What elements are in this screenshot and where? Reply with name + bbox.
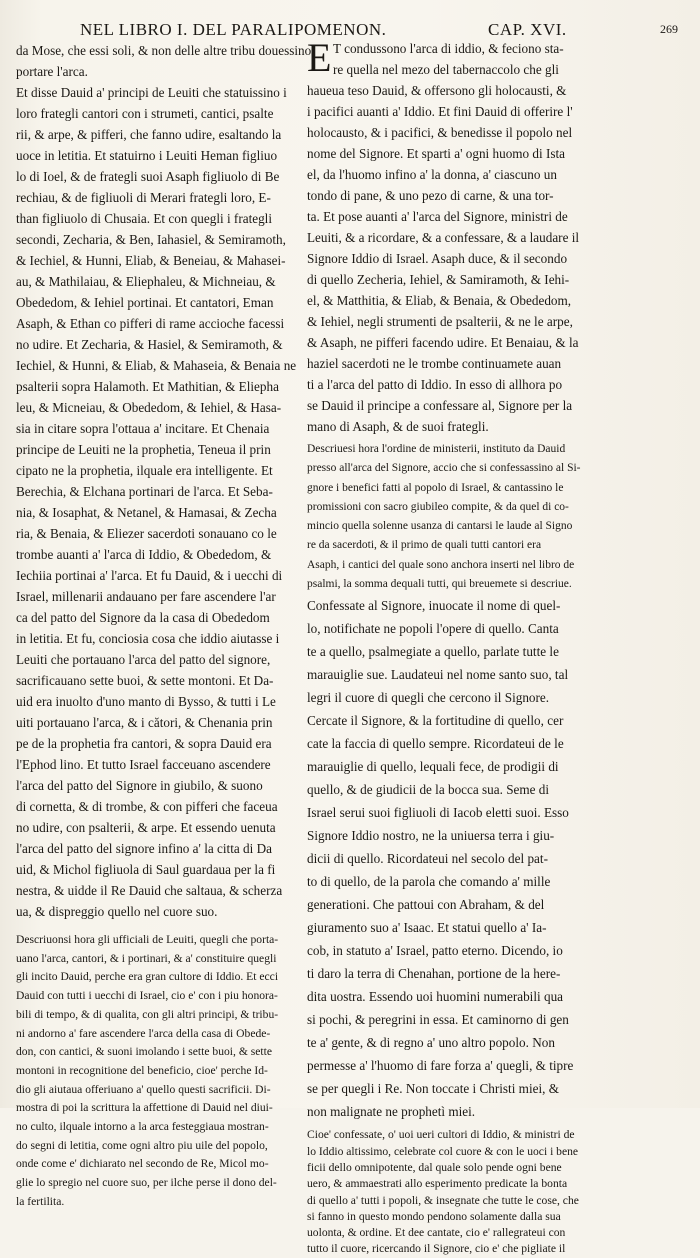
right-text-line: haueua teso Dauid, & offersono gli holocausti, & [307, 83, 567, 98]
left-text-line: lo di Ioel, & de frategli suoi Asaph figliuolo di Be [16, 169, 280, 184]
psalm-line: to di quello, de la parola che comando a' mille [307, 874, 551, 890]
right-text-line: i pacifici auanti a' Iddio. Et fini Dauid di offerire l' [307, 104, 573, 119]
right-text-line: el, da l'huomo infino a' la donna, a' ciascuno un [307, 167, 557, 182]
right-text-line: Signore Iddio di Israel. Asaph duce, & il secondo [307, 251, 568, 266]
right-note-2-line: si fanno in questo mondo pendono solamente dalla sua [307, 1209, 561, 1223]
left-commentary [16, 931, 304, 1212]
left-text-line: pe de la prophetia fra cantori, & sopra Dauid era [16, 736, 272, 751]
left-text-line: uid, & Michol figliuola di Saul guardaua per la fi [16, 862, 276, 877]
left-note-line: do segni di letitia, come ogni altro piu uile del popolo, [16, 1138, 268, 1152]
left-note-line: don, con cantici, & suoni imolando i sette buoi, & sette [16, 1045, 272, 1059]
psalm-line: Confessate al Signore, inuocate il nome di quel- [307, 598, 561, 614]
left-text-line: principe de Leuiti ne la prophetia, Teneua il prin [16, 442, 271, 457]
psalm-line: generationi. Che pattoui con Abraham, & del [307, 897, 545, 913]
left-text-line: trombe auanti a' l'arca di Iddio, & Obededom, & [16, 547, 272, 562]
left-text-line: secondi, Zecharia, & Ben, Iahasiel, & Semiramoth, [16, 232, 286, 247]
left-text-line: Et disse Dauid a' principi de Leuiti che statuissino i [16, 85, 287, 100]
right-note-2-line: tutto il cuore, ricercando il Signore, cio e' che pigliate il [307, 1242, 566, 1256]
left-text-line: loro frategli cantori con i strumeti, cantici, psalte [16, 106, 274, 121]
running-title: NEL LIBRO I. DEL PARALIPOMENON. [80, 20, 387, 39]
left-note-line: bili di tempo, & di qualita, con gli altri principi, & tribu- [16, 1007, 279, 1021]
psalm-line: dicii di quello. Ricordateui nel secolo del pat- [307, 851, 548, 867]
opening-line: re quella nel mezo del tabernaccolo che gli [333, 62, 559, 77]
left-note-line: dio gli aiutaua offeriuano a' quello questi sacrificii. Di- [16, 1082, 271, 1096]
right-note-line: mincio quella solenne usanza di cantarsi le laude al Signo [307, 520, 573, 533]
psalm-line: Israel serui suoi figliuoli di Iacob eletti suoi. Esso [307, 805, 569, 821]
psalm-line: giuramento suo a' Isaac. Et statui quello a' Ia- [307, 920, 547, 936]
psalm-line: ti daro la terra di Chenahan, portione de la here- [307, 966, 561, 982]
right-text-line: & Asaph, ne pifferi facendo udire. Et Benaiau, & la [307, 335, 579, 350]
right-text-line: ta. Et pose auanti a' l'arca del Signore, ministri de [307, 209, 568, 224]
left-text-line: Obededom, & Iehiel portinai. Et cantatori, Eman [16, 295, 274, 310]
right-commentary-2 [307, 1127, 677, 1257]
psalm-line: quello, & de giudicii de la bocca sua. Seme di [307, 782, 550, 798]
left-note-line: la fertilita. [16, 1194, 65, 1208]
left-text-line: Iechiia portinai a' l'arca. Et fu Dauid, & i uecchi di [16, 568, 283, 583]
psalm-line: te a quello, psalmegiate a quello, parlate tutte le [307, 644, 559, 660]
left-text-line: no udire, con psalterii, & arpe. Et essendo uenuta [16, 820, 276, 835]
right-note-line: gnore i benefici fatti al popolo di Israel, & cantassino le [307, 481, 564, 494]
right-text-line: & Iehiel, negli strumenti de psalterii, & ne le arpe, [307, 314, 573, 329]
right-text-line: el, & Matthitia, & Eliab, & Benaia, & Obededom, [307, 293, 572, 308]
left-note-line: glie lo spregio nel cuore suo, per ilche perse il dono del- [16, 1176, 277, 1190]
left-text-line: l'arca del patto del Signore in giubilo, & suono [16, 778, 263, 793]
left-text-line: uiti portauano l'arca, & i cători, & Chenania prin [16, 715, 273, 730]
left-note-line: no culto, ilquale intorno a la arca festeggiaua mostran- [16, 1120, 269, 1134]
right-note-2-line: uero, & ammaestrati allo esperimento predicate la bonta [307, 1177, 568, 1191]
psalm-line: marauiglie sue. Laudateui nel nome santo suo, tal [307, 667, 569, 683]
right-note-line: re da sacerdoti, & il primo de quali tutti cantori era [307, 539, 542, 552]
left-text-line: uoce in letitia. Et statuirno i Leuiti Heman figliuo [16, 148, 278, 163]
left-note-line: montoni in recognitione del beneficio, cioe' perche Id- [16, 1063, 268, 1077]
left-text-line: Leuiti che portauano l'arca del patto del signore, [16, 652, 271, 667]
left-text-line: nestra, & uidde il Re Dauid che saltaua, & scherza [16, 883, 283, 898]
left-text-line: l'Ephod lino. Et tutto Israel facceuano ascendere [16, 757, 271, 772]
right-note-2-line: lo Iddio altissimo, celebrate col cuore & con le uoci i bene [307, 1144, 579, 1158]
psalm-line: si pochi, & peregrini in essa. Et caminorno di gen [307, 1012, 569, 1028]
psalm-line: lo, notifichate ne popoli l'opere di quello. Canta [307, 621, 559, 637]
right-note-line: Descriuesi hora l'ordine de ministerii, instituto da Dauid [307, 443, 566, 455]
opening-line: T condussono l'arca di iddio, & feciono sta- [333, 41, 564, 56]
left-text-line: nia, & Iosaphat, & Netanel, & Hamasai, & Zecha [16, 505, 277, 520]
psalm-line: se per quegli i Re. Non toccate i Christi miei, & [307, 1081, 559, 1097]
left-text-line: ria, & Benaia, & Eliezer sacerdoti sonauano co le [16, 526, 277, 541]
left-text-line: sacrificauano sette buoi, & sette montoni. Et Da- [16, 673, 274, 688]
right-note-2-line: Cioe' confessate, o' uoi ueri cultori di Iddio, & ministri de [307, 1128, 575, 1142]
left-text-line: psalterii sopra Halamoth. Et Mathitian, & Eliepha [16, 379, 279, 394]
right-text-line: se Dauid il principe a confessare al, Signore per la [307, 398, 573, 413]
left-note-line: uano l'arca, cantori, & i portinari, & a' constituire quegli [16, 951, 277, 965]
chapter-number: CAP. XVI. [488, 20, 567, 39]
left-text-line: da Mose, che essi soli, & non delle altre tribu douessino [16, 43, 312, 58]
psalm-line: cate la faccia di quello sempre. Ricordateui de le [307, 736, 564, 752]
right-note-2-line: di quello a' tutti i popoli, & insegnate che tutte le cose, che [307, 1193, 579, 1207]
opening-lines [333, 38, 564, 80]
right-note-2-line: uolonta, & ordine. Et dee cantate, cio e' rallegrateui con [307, 1226, 566, 1240]
psalm-line: te a' gente, & di regno a' uno altro popolo. Non [307, 1035, 555, 1051]
left-text-line: au, & Mathilaiau, & Eliephaleu, & Michneiau, & [16, 274, 276, 289]
left-text-line: ua, & dispreggio quello nel cuore suo. [16, 904, 218, 919]
left-note-line: gli incito Dauid, perche era gran cultore di Iddio. Et ecci [16, 970, 279, 984]
right-commentary-1 [307, 440, 677, 594]
left-text-line: & Iechiel, & Hunni, Eliab, & Beneiau, & Mahasei- [16, 253, 286, 268]
left-text-line: in letitia. Et fu, conciosia cosa che iddio aiutasse i [16, 631, 280, 646]
right-column [307, 35, 677, 1258]
left-note-line: mostra di poi la scrittura la affettione di Dauid nel diui- [16, 1101, 273, 1115]
left-main-text [16, 40, 312, 922]
left-text-line: di cornetta, & di trombe, & con pifferi che faceua [16, 799, 278, 814]
right-text-line: haziel sacerdoti ne le trombe continuamete auan [307, 356, 562, 371]
left-text-line: than figliuolo di Chusaia. Et con quegli i frategli [16, 211, 273, 226]
left-text-line: rechiau, & de figliuoli di Merari frategli loro, E- [16, 190, 271, 205]
right-text-line: Leuiti, & a ricordare, & a confessare, & a laudare il [307, 230, 580, 245]
psalm-line: Signore Iddio nostro, ne la uniuersa terra i giu- [307, 828, 555, 844]
right-note-2-line: ficii dello omnipotente, dal quale solo pende ogni bene [307, 1160, 562, 1174]
drop-cap: E [307, 35, 332, 80]
left-text-line: rii, & arpe, & pifferi, che fanno udire, esaltando la [16, 127, 282, 142]
right-note-line: Asaph, i cantici del quale sono anchora inserti nel libro de [307, 558, 575, 571]
psalm-line: dita uostra. Essendo uoi huomini numerabili qua [307, 989, 564, 1005]
left-text-line: uid era inuolto d'uno manto di Bysso, & tutti i Le [16, 694, 276, 709]
right-text-line: di quello Zecheria, Iehiel, & Samiramoth, & Iehi- [307, 272, 570, 287]
left-column [16, 40, 312, 1212]
opening-paragraph [307, 35, 677, 80]
psalm-line: Cercate il Signore, & la fortitudine di quello, cer [307, 713, 564, 729]
right-text-line: ti a l'arca del patto di Iddio. In esso di allhora po [307, 377, 563, 392]
right-text-line: nome del Signore. Et sparti a' ogni huomo di Ista [307, 146, 566, 161]
psalm-line: permesse a' l'huomo di fare forza a' quegli, & tipre [307, 1058, 574, 1074]
right-main-text [307, 80, 677, 437]
psalm-line: cob, in statuto a' Israel, patto eterno. Dicendo, io [307, 943, 563, 959]
psalm-line: non malignate ne prophetì miei. [307, 1104, 476, 1120]
left-text-line: cipato ne la prophetia, ilquale era intelligente. Et [16, 463, 273, 478]
left-text-line: portare l'arca. [16, 64, 88, 79]
left-text-line: Israel, millenarii andauano per fare ascendere l'ar [16, 589, 276, 604]
left-note-line: Dauid con tutti i uecchi di Israel, cio e' con i piu honora- [16, 989, 278, 1003]
right-note-line: psalmi, la somma dequali tutti, qui breuemete si descriue. [307, 578, 572, 591]
psalm-line: marauiglie di quello, lequali fece, de prodigii di [307, 759, 559, 775]
right-text-line: tondo di pane, & uno pezo di carne, & una tor- [307, 188, 554, 203]
psalm-line: legri il cuore di quegli che cercono il Signore. [307, 690, 550, 706]
left-text-line: no udire. Et Zecharia, & Hasiel, & Semiramoth, & [16, 337, 283, 352]
left-text-line: ca del patto del Signore da la casa di Obededom [16, 610, 270, 625]
left-note-line: onde come e' dichiarato nel secondo de Re, Micol mo- [16, 1157, 269, 1171]
right-text-line: mano di Asaph, & de suoi frategli. [307, 419, 489, 434]
left-text-line: Iechiel, & Hunni, & Eliab, & Mahaseia, & Benaia ne [16, 358, 297, 373]
right-text-line: holocausto, & i pacifici, & benedisse il popolo nel [307, 125, 573, 140]
right-note-line: presso all'arca del Signore, accio che si confessassino al Si- [307, 462, 581, 475]
left-note-line: Descriuonsi hora gli ufficiali de Leuiti, quegli che porta- [16, 933, 279, 946]
left-text-line: Asaph, & Ethan co pifferi di rame accioche facessi [16, 316, 285, 331]
left-note-line: ni andorno a' fare ascendere l'arca della casa di Obede- [16, 1026, 271, 1040]
left-text-line: sia in citare sopra l'ottaua a' incitare. Et Chenaia [16, 421, 270, 436]
left-text-line: l'arca del patto del signore infino a' la citta di Da [16, 841, 272, 856]
right-note-line: promissioni con sacro giubileo compite, & da quel di co- [307, 500, 569, 513]
left-text-line: leu, & Micneiau, & Obededom, & Iehiel, & Hasa- [16, 400, 282, 415]
folio-number: 269 [660, 22, 678, 36]
left-text-line: Berechia, & Elchana portinari de l'arca. Et Seba- [16, 484, 273, 499]
psalm-text [307, 594, 677, 1123]
